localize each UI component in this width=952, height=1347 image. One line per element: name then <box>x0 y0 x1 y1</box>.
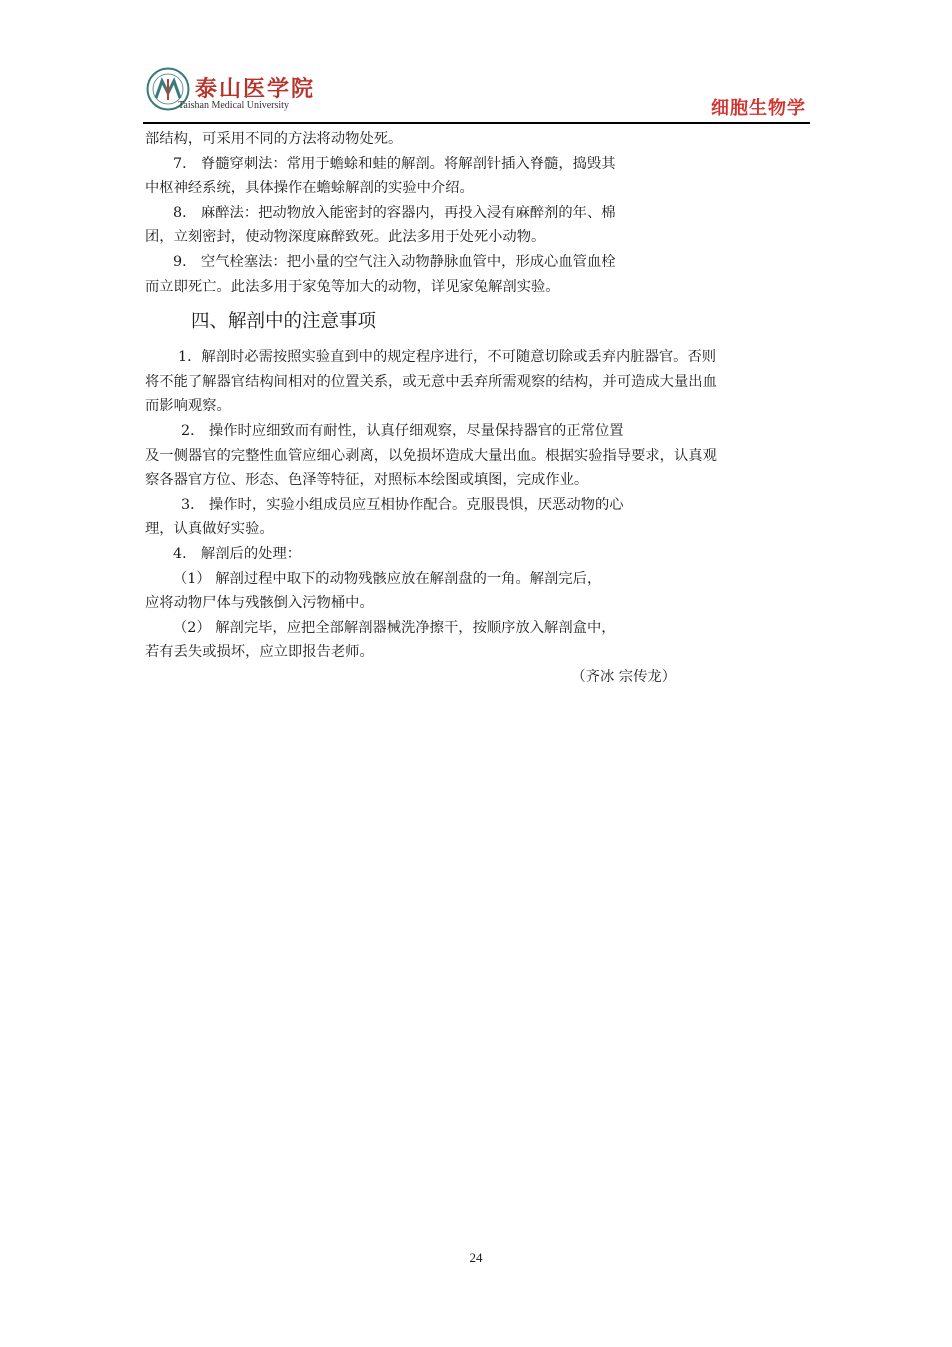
body-line: 理，认真做好实验。 <box>145 521 274 538</box>
body-line: 应将动物尸体与残骸倒入污物桶中。 <box>145 595 374 612</box>
body-line: 8． 麻醉法：把动物放入能密封的容器内，再投入浸有麻醉剂的年、棉 <box>173 204 616 221</box>
body-line: 若有丢失或损坏，应立即报告老师。 <box>145 644 374 661</box>
course-title: 细胞生物学 <box>711 98 806 119</box>
body-line: 而影响观察。 <box>145 398 231 415</box>
body-line: 3． 操作时，实验小组成员应互相协作配合。克服畏惧，厌恶动物的心 <box>181 496 624 513</box>
page-header <box>143 62 810 126</box>
page-body <box>145 127 810 689</box>
body-line: 部结构，可采用不同的方法将动物处死。 <box>145 131 403 147</box>
body-line: 团，立刻密封，使动物深度麻醉致死。此法多用于处死小动物。 <box>145 229 546 246</box>
body-line: 7． 脊髓穿刺法：常用于蟾蜍和蛙的解剖。将解剖针插入脊髓，捣毁其 <box>173 155 616 172</box>
header-rule <box>143 122 810 124</box>
author-credit: （齐冰 宗传龙） <box>571 668 676 685</box>
body-line: 中枢神经系统，具体操作在蟾蜍解剖的实验中介绍。 <box>145 180 474 197</box>
body-line: 而立即死亡。此法多用于家兔等加大的动物，详见家兔解剖实验。 <box>145 278 560 295</box>
section-heading: 四、解剖中的注意事项 <box>191 311 377 333</box>
body-line: 2． 操作时应细致而有耐性，认真仔细观察，尽量保持器官的正常位置 <box>181 422 624 439</box>
body-line: （2） 解剖完毕，应把全部解剖器械洗净擦干，按顺序放入解剖盒中， <box>173 619 616 636</box>
body-line: 1．解剖时必需按照实验直到中的规定程序进行，不可随意切除或丢弃内脏器官。否则 <box>178 349 717 366</box>
body-line: 9． 空气栓塞法：把小量的空气注入动物静脉血管中，形成心血管血栓 <box>173 253 616 270</box>
university-name-en: Taishan Medical University <box>178 100 289 111</box>
university-name-cn: 泰山医学院 <box>195 76 316 102</box>
body-line: 察各器官方位、形态、色泽等特征，对照标本绘图或填图，完成作业。 <box>145 472 589 489</box>
body-line: 将不能了解器官结构间相对的位置关系，或无意中丢弃所需观察的结构，并可造成大量出血 <box>145 373 717 390</box>
page-number: 24 <box>469 1250 483 1265</box>
body-line: 4． 解剖后的处理： <box>173 545 302 562</box>
body-line: （1） 解剖过程中取下的动物残骸应放在解剖盘的一角。解剖完后， <box>173 570 602 587</box>
body-line: 及一侧器官的完整性血管应细心剥离，以免损坏造成大量出血。根据实验指导要求，认真观 <box>145 447 717 464</box>
